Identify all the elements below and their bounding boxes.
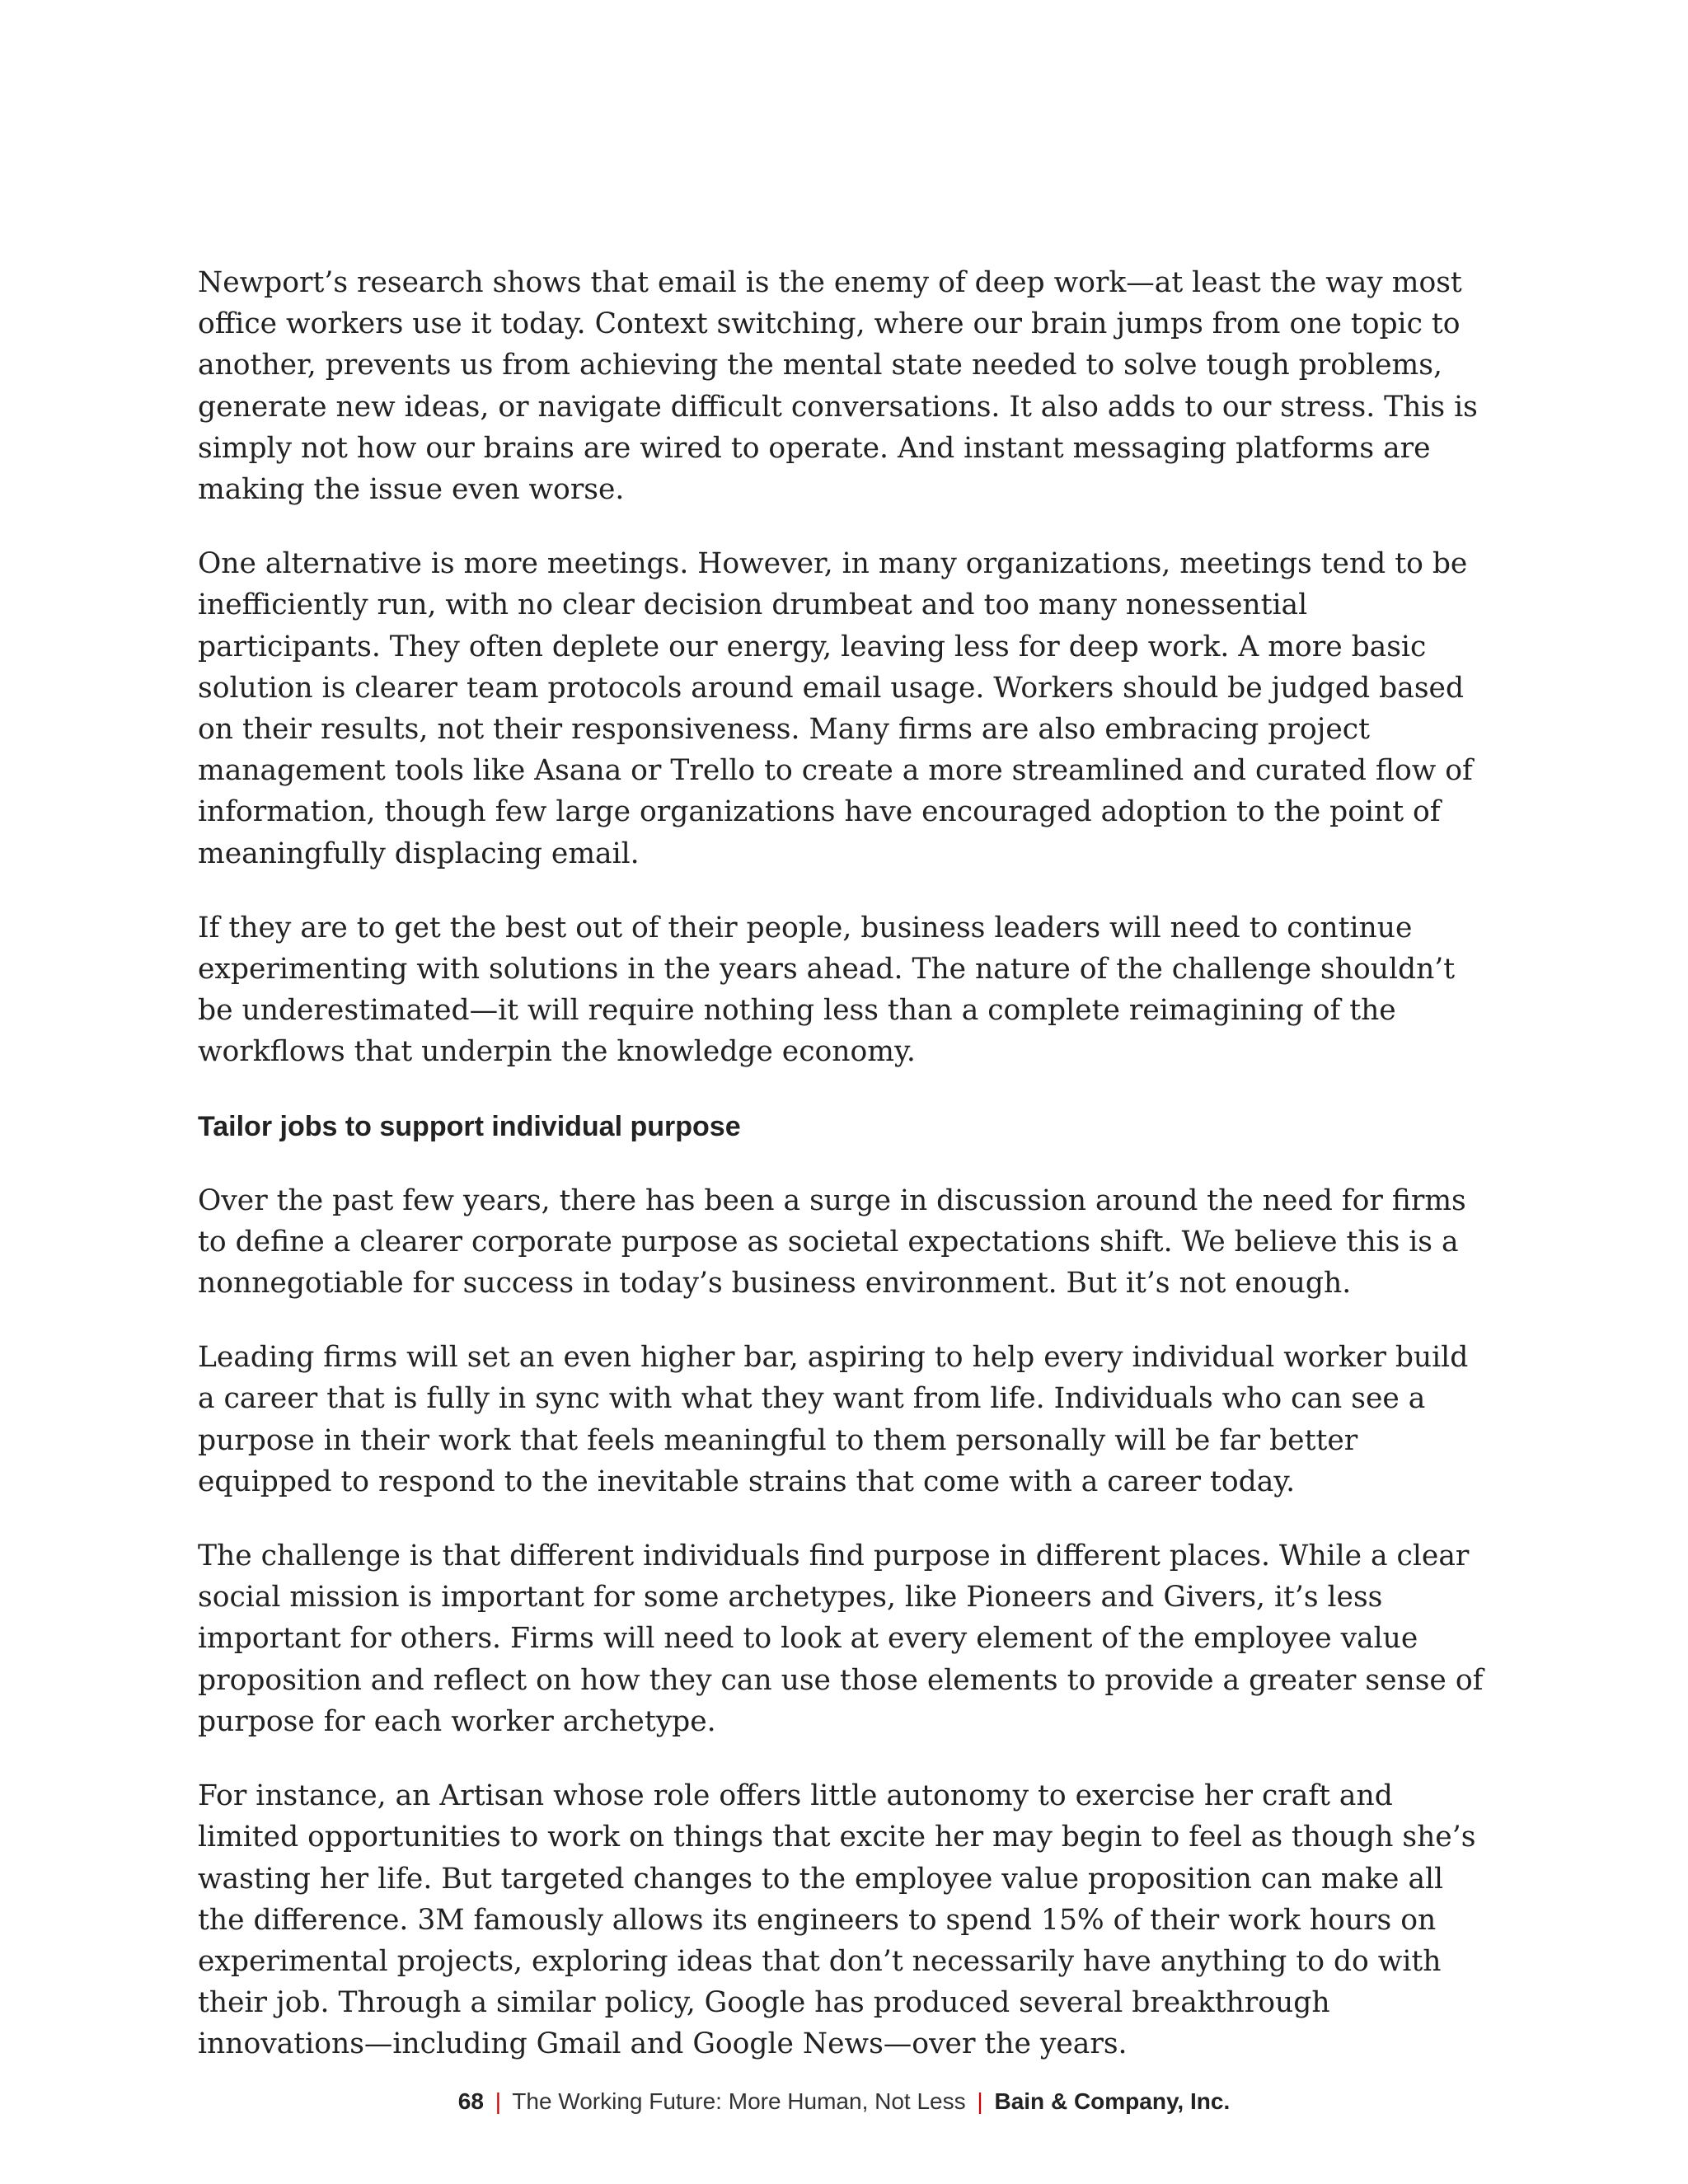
footer-separator: | — [495, 2088, 501, 2114]
body-paragraph: Newport’s research shows that email is the enemy of deep work—at least the way most office workers use it today. Context switching, where our brain jumps from one topic to another, prevents us from achieving the mental state needed to solve tough problems, generate new ideas, or navigate difficult conversations. It also adds to our stress. This is simply not how our brains are wired to operate. And instant messaging platforms are making the issue even worse. — [198, 266, 1478, 507]
report-title: The Working Future: More Human, Not Less — [512, 2088, 966, 2114]
body-paragraph: Over the past few years, there has been a surge in discussion around the need for firms to define a clearer corporate purpose as societal expectations shift. We believe this is a nonnegotiable for success in today’s business environment. But it’s not enough. — [198, 1183, 1466, 1301]
body-paragraph: For instance, an Artisan whose role offers little autonomy to exercise her craft and limited opportunities to work on things that excite her may begin to feel as though she’s wasting her life. But targeted changes to the employee value proposition can make all the difference. 3M famously allows its engineers to spend 15% of their work hours on experimental projects, exploring ideas that don’t necessarily have anything to do with their job. Through a similar policy, Google has produced several breakthrough innovations—including Gmail and Google News—over the years. — [198, 1779, 1476, 2061]
section-heading: Tailor jobs to support individual purpose — [198, 1110, 741, 1142]
body-paragraph: One alternative is more meetings. However, in many organizations, meetings tend to be inefficiently run, with no clear decision drumbeat and too many nonessential participants. They often deplete our energy, leaving less for deep work. A more basic solution is clearer team protocols around email usage. Workers should be judged based on their results, not their responsiveness. Many firms are also embracing project management tools like Asana or Trello to create a more streamlined and curated flow of information, though few large organizations have encouraged adoption to the point of meaningfully displacing email. — [198, 547, 1473, 870]
company-name: Bain & Company, Inc. — [994, 2088, 1231, 2114]
page-footer — [0, 2087, 1688, 2116]
body-paragraph: The challenge is that different individuals find purpose in different places. While a clear social mission is important for some archetypes, like Pioneers and Givers, it’s less important for others. Firms will need to look at every element of the employee value proposition and reflect on how they can use those elements to provide a greater sense of purpose for each worker archetype. — [198, 1540, 1484, 1738]
page-number: 68 — [457, 2088, 484, 2114]
body-paragraph: Leading firms will set an even higher bar, aspiring to help every individual worker build a career that is fully in sync with what they want from life. Individuals who can see a purpose in their work that feels meaningful to them personally will be far better equipped to respond to the inevitable strains that come with a career today. — [198, 1341, 1469, 1498]
body-paragraph: If they are to get the best out of their people, business leaders will need to continue experimenting with solutions in the years ahead. The nature of the challenge shouldn’t be underestimated—it will require nothing less than a complete reimagining of the workflows that underpin the knowledge economy. — [198, 911, 1456, 1069]
page-body — [198, 262, 1492, 2098]
footer-separator: | — [977, 2088, 983, 2114]
